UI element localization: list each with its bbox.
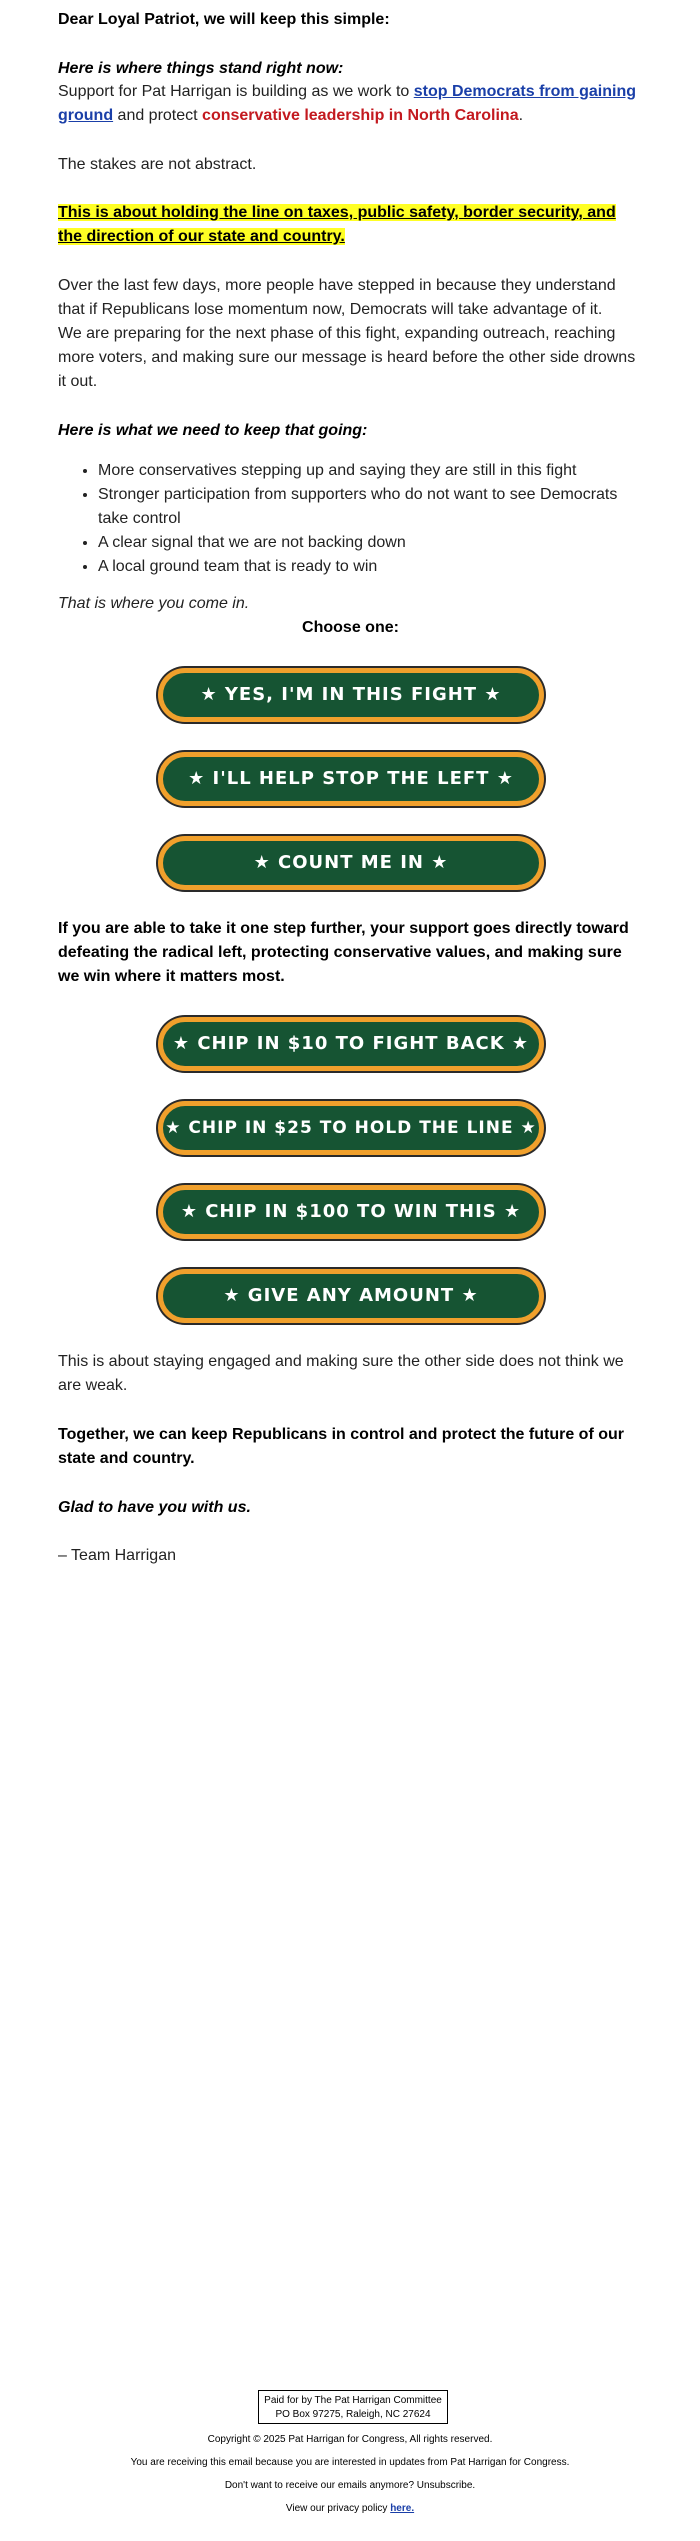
paid-for-box [258, 2390, 448, 2424]
stop-democrats-link[interactable]: stop Democrats from gaining ground [58, 83, 636, 124]
im-in-this-fight-button[interactable]: ★ YES, I'M IN THIS FIGHT ★ [158, 668, 544, 722]
list-item: • A local ground team that is ready to win [98, 555, 643, 579]
stakes-text: The stakes are not abstract. [58, 156, 257, 173]
give-any-amount-button[interactable]: ★ GIVE ANY AMOUNT ★ [158, 1269, 544, 1323]
privacy-link[interactable]: here. [390, 2503, 415, 2514]
chip-in-10-button[interactable]: ★ CHIP IN $10 TO FIGHT BACK ★ [158, 1017, 544, 1071]
need-heading: Here is what we need to keep that going: [58, 422, 368, 439]
highlight-text: This is about holding the line on taxes, public safety, border security, and the direction of our state and country. [58, 204, 616, 245]
standing-heading: Here is where things stand right now: [58, 60, 344, 77]
support-text-2: and protect [113, 107, 203, 124]
support-text-3: . [518, 107, 524, 124]
highlight-paragraph [58, 201, 643, 249]
stop-the-left-button[interactable]: ★ I'LL HELP STOP THE LEFT ★ [158, 752, 544, 806]
signoff: – Team Harrigan [58, 1547, 176, 1564]
list-item: • Stronger participation from supporters who do not want to see Democrats take control [98, 483, 643, 531]
address-text: PO Box 97275, Raleigh, NC 27624 [275, 2409, 431, 2420]
where-you-come-in: That is where you come in. [58, 595, 250, 612]
choose-one: Choose one: [302, 619, 399, 636]
count-me-in-button[interactable]: ★ COUNT ME IN ★ [158, 836, 544, 890]
privacy-text: View our privacy policy [285, 2503, 391, 2514]
chip-in-25-button[interactable]: ★ CHIP IN $25 TO HOLD THE LINE ★ [158, 1101, 544, 1155]
support-paragraph [58, 80, 643, 128]
copyright-text: Copyright © 2025 Pat Harrigan for Congress, All rights reserved. [207, 2434, 493, 2445]
support-text-1: Support for Pat Harrigan is building as we work to [58, 83, 414, 100]
unsubscribe-text[interactable]: Don't want to receive our emails anymore? Unsubscribe. [224, 2480, 476, 2491]
list-item: • A clear signal that we are not backing down [98, 531, 643, 555]
needs-list [58, 459, 643, 579]
last-days-paragraph: Over the last few days, more people have stepped in because they understand that if Republicans lose momentum now, Democrats will take advantage of it. [58, 277, 616, 318]
privacy-line [0, 2503, 700, 2514]
glad-text: Glad to have you with us. [58, 1499, 251, 1516]
engaged-paragraph: This is about staying engaged and making sure the other side does not think we are weak. [58, 1353, 624, 1394]
chip-in-100-button[interactable]: ★ CHIP IN $100 TO WIN THIS ★ [158, 1185, 544, 1239]
together-paragraph: Together, we can keep Republicans in control and protect the future of our state and country. [58, 1426, 624, 1467]
list-item: • More conservatives stepping up and saying they are still in this fight [98, 459, 643, 483]
paid-for-text: Paid for by The Pat Harrigan Committee [264, 2395, 442, 2406]
further-paragraph: If you are able to take it one step further, your support goes directly toward defeating the radical left, protecting conservative values, and making sure we win where it matters most. [58, 920, 629, 985]
conservative-leadership-text: conservative leadership in North Carolina [202, 107, 519, 124]
receiving-text: You are receiving this email because you are interested in updates from Pat Harrigan for Congress. [130, 2457, 570, 2468]
greeting: Dear Loyal Patriot, we will keep this simple: [58, 11, 390, 28]
preparing-paragraph: We are preparing for the next phase of this fight, expanding outreach, reaching more voters, and making sure our message is heard before the other side drowns it out. [58, 325, 636, 390]
